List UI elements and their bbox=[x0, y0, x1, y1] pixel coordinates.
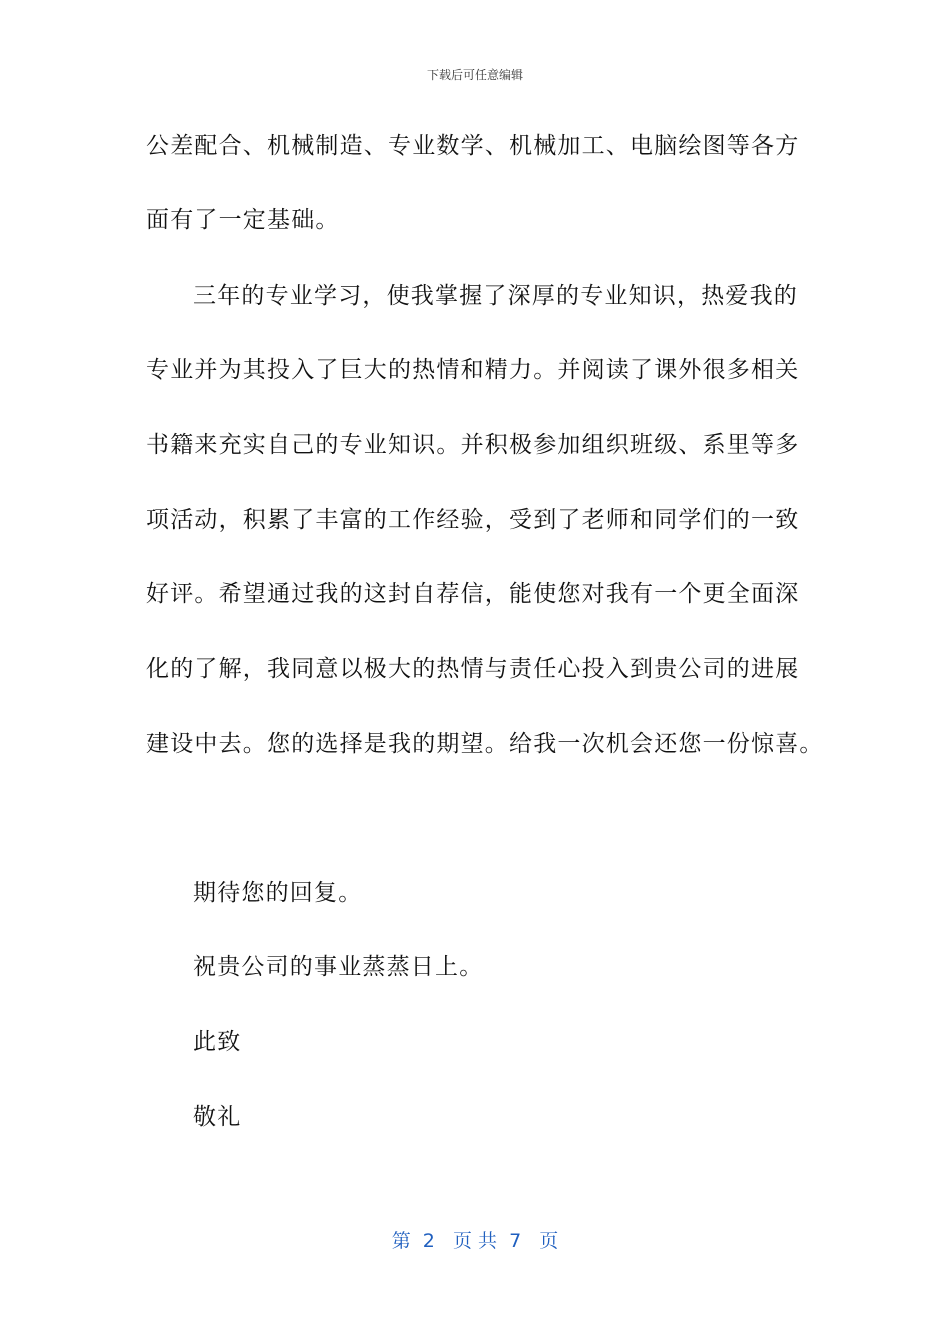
page-header: 下载后可任意编辑 bbox=[426, 68, 523, 82]
closing-line: 祝贵公司的事业蒸蒸日上。 bbox=[193, 954, 484, 980]
paragraph-line: 公差配合、机械制造、专业数学、机械加工、电脑绘图等各方 bbox=[146, 133, 800, 159]
closing-regards: 敬礼 bbox=[193, 1104, 242, 1130]
paragraph-line: 好评。希望通过我的这封自荐信，能使您对我有一个更全面深 bbox=[146, 581, 800, 607]
paragraph-line: 化的了解，我同意以极大的热情与责任心投入到贵公司的进展 bbox=[146, 656, 800, 682]
paragraph-line: 书籍来充实自己的专业知识。并积极参加组织班级、系里等多 bbox=[146, 432, 800, 458]
paragraph-line: 项活动，积累了丰富的工作经验，受到了老师和同学们的一致 bbox=[146, 507, 800, 533]
paragraph-line: 面有了一定基础。 bbox=[146, 207, 340, 233]
paragraph-line: 三年的专业学习，使我掌握了深厚的专业知识，热爱我的 bbox=[193, 283, 798, 309]
closing-salutation: 此致 bbox=[193, 1029, 242, 1055]
closing-line: 期待您的回复。 bbox=[193, 880, 363, 906]
paragraph-line: 专业并为其投入了巨大的热情和精力。并阅读了课外很多相关 bbox=[146, 357, 800, 383]
page-number-footer: 第 2 页 共 7 页 bbox=[391, 1230, 559, 1252]
paragraph-line: 建设中去。您的选择是我的期望。给我一次机会还您一份惊喜。 bbox=[146, 731, 824, 757]
